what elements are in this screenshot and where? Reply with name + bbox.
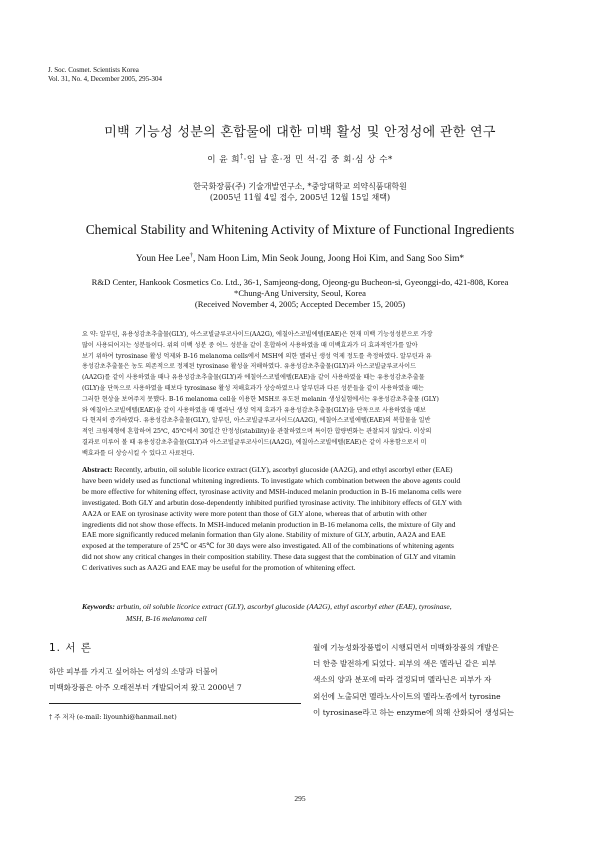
korean-abstract-line: 적인 크림제형에 혼합하여 25℃, 45℃에서 30일간 안정성(stability)을 관찰하였으며 특이한 합량변화는 관찰되지 않았다. 이상의 (82, 428, 432, 436)
keywords-label: Keywords: (82, 602, 115, 611)
english-authors (0, 251, 600, 264)
korean-affiliation: 한국화장품(주) 기술개발연구소, *중앙대학교 의약식품대학원 (193, 182, 407, 191)
korean-abstract-line: 요 약: 알부틴, 유용성감초추출물(GLY), 아스코빌글루코사이드(AA2G), 에칠아스코빌에텔(EAE)은 현재 미백 기능성성분으로 가장 (82, 331, 433, 338)
body-text-line: 외선에 노출되면 멜라노사이트의 멜라노좀에서 tyrosine (313, 691, 501, 701)
korean-abstract-line: 와 에칠아스코빌에텔(EAE)을 같이 사용하였을 때 멜라닌 생성 억제 효과가 유용성감초추출물(GLY)을 단독으로 사용하였을 때보 (82, 406, 426, 414)
korean-coauthors: ·임 남 훈·정 민 석·김 중 회·심 상 수* (243, 155, 393, 165)
korean-abstract (82, 330, 522, 460)
body-text-line: 월에 기능성화장품법이 시행되면서 미백화장품의 개발은 (313, 643, 499, 652)
korean-abstract-line: 다 현저히 증가하였다. 유용성감초추출물(GLY), 알부틴, 아스코빌글루코사이드(AA2G), 에칠아스코빌에텔(EAE)의 복합물을 일반 (82, 417, 431, 425)
body-text-line: 색소의 양과 분포에 따라 결정되며 멜라닌은 피부가 자 (313, 675, 492, 685)
english-first-author: Youn Hee Lee (135, 254, 190, 264)
korean-first-author: 이 윤 희 (207, 155, 241, 165)
english-coauthors: , Nam Hoon Lim, Min Seok Joung, Joong Hoi Kim, and Sang Soo Sim* (192, 254, 465, 264)
english-abstract-line: AA2A or EAE on tyrosinase activity were more potent than those of GLY alone, whereas that of arbutin with other (82, 508, 427, 518)
korean-abstract-line: (GLY)을 단독으로 사용하였을 때보다 tyrosinase 활성 저해효과가 상승하였으나 알부틴과 다른 성분들을 같이 사용하였을 때는 (82, 384, 424, 392)
body-text-line: 미백화장품은 아주 오래전부터 개발되어져 왔고 2000년 7 (49, 683, 242, 692)
english-abstract (82, 465, 522, 574)
korean-affiliation-block (0, 181, 600, 203)
english-title: Chemical Stability and Whitening Activity of Mixture of Functional Ingredients (85, 222, 515, 237)
abstract-first-text: Recently, arbutin, oil soluble licorice extract (GLY), ascorbyl glucoside (AA2G), and ethyl ascorbyl ether (EAE) (112, 465, 453, 474)
english-abstract-line: did not show any critical changes in their composition stability. These data suggest that the combination of GLY and vitamin (82, 552, 456, 562)
keywords-line-2: MSH, B-16 melanoma cell (126, 613, 207, 623)
english-abstract-line: be more effective for whitening effect, tyrosinase activity and MSH-induced melanin production in B-16 melanoma cells were (82, 486, 462, 496)
english-abstract-line: have been widely used as functional whitening ingredients. To investigate which combination between the above agents could (82, 475, 461, 485)
left-column-text (49, 664, 289, 696)
keywords-block (82, 601, 522, 624)
korean-abstract-line: 결과로 미루어 볼 때 유용성감초추출물(GLY)과 아스코빌글루코사이드(AA2G), 에칠아스코빌에텔(EAE)은 같이 사용함으로서 미 (82, 438, 427, 446)
english-abstract-lines (82, 476, 522, 574)
korean-abstract-line: 보기 위하여 tyrosinase 활성 억제와 B-16 melanoma cells에서 MSH에 의한 멜라닌 생성 억제 정도를 측정하였다. 알부틴과 유 (82, 352, 432, 360)
english-affiliation-1: R&D Center, Hankook Cosmetics Co. Ltd., 36-1, Samjeong-dong, Ojeong-gu Bucheon-si, Gyeonggi-do, 421-808, Korea (91, 277, 509, 287)
korean-abstract-line: 많이 사용되어지는 성분들이다. 위의 미백 성분 중 어느 성분을 같이 혼합하여 사용하였을 때 미백효과가 더 효과적인가를 알아 (82, 341, 418, 349)
journal-header (48, 66, 162, 84)
english-abstract-line: exposed at the temperature of 25℃ or 45℃ for 30 days were also investigated. All of the combinations of whitening agents (82, 541, 454, 551)
english-abstract-first-line (82, 465, 522, 476)
body-text-line: 더 한층 발전하게 되었다. 피부의 색은 멜라닌 같은 피부 (313, 659, 497, 669)
right-column-text (313, 640, 553, 721)
body-text-line: 하얀 피부를 가지고 싶어하는 여성의 소망과 더불어 (49, 667, 218, 676)
korean-authors (0, 153, 600, 165)
journal-volume: Vol. 31, No. 4, December 2005, 295-304 (48, 75, 162, 83)
section-heading: 1. 서 론 (49, 642, 92, 654)
korean-abstract-line: 그러한 현상을 보여주지 못했다. B-16 melanoma cell을 이용한 MSH로 유도된 melanin 생성실험에서는 유용성감초추출물 (GLY) (82, 395, 439, 403)
page-number: 295 (294, 794, 306, 803)
korean-abstract-line: (AA2G)를 같이 사용하였을 때나 유용성감초추출물(GLY)과 에칠아스코빌에텔(EAE)을 같이 사용하였을 때는 유용성감초추출물 (82, 374, 425, 382)
corresponding-mark: † (240, 153, 244, 161)
footnote: † 주 저자 (e-mail: liyounhi@hanmail.net) (49, 713, 177, 721)
english-abstract-line: EAE more significantly reduced melanin formation than Gly alone. Stability of mixture of GLY, arbutin, AA2A and EAE (82, 530, 446, 540)
korean-received: (2005년 11월 4일 접수, 2005년 12월 15일 채택) (209, 193, 391, 202)
keywords-text-1: arbutin, oil soluble licorice extract (GLY), ascorbyl glucoside (AA2G), ethyl ascorbyl ether (EAE), tyrosinase, (114, 602, 452, 611)
english-abstract-line: ingredients did not show those effects. In MSH-induced melanin production in B-16 melanoma cells, the mixture of Gly and (82, 519, 456, 529)
english-affiliation-2: *Chung-Ang University, Seoul, Korea (234, 288, 366, 298)
abstract-label: Abstract: (82, 465, 113, 474)
keywords-line-1 (82, 601, 522, 613)
korean-abstract-line: 백효과를 더 상승시킬 수 있다고 사료된다. (82, 449, 195, 457)
korean-title: 미백 기능성 성분의 혼합물에 대한 미백 활성 및 안정성에 관한 연구 (104, 125, 496, 140)
english-abstract-line: C derivatives such as AA2G and EAE may be useful for the promotion of whitening effect. (82, 563, 356, 573)
korean-abstract-line: 용성감초추출물은 농도 의존적으로 정제된 tyrosinase 활성을 저해하였다. 유용성감초추출물(GLY)과 아스코빌글루코사이드 (82, 363, 417, 371)
journal-name: J. Soc. Cosmet. Scientists Korea (48, 66, 139, 74)
english-affiliation-block (0, 277, 600, 310)
body-text-line: 이 tyrosinase라고 하는 enzyme에 의해 산화되어 생성되는 (313, 707, 514, 717)
english-corresponding-mark: † (189, 251, 193, 259)
english-received: (Received November 4, 2005; Accepted December 15, 2005) (194, 299, 406, 309)
footnote-rule (49, 703, 301, 704)
english-abstract-line: investigated. Both GLY and arbutin dose-dependently inhibited purified tyrosinase activity. The inhibitory effects of GLY with (82, 497, 462, 507)
